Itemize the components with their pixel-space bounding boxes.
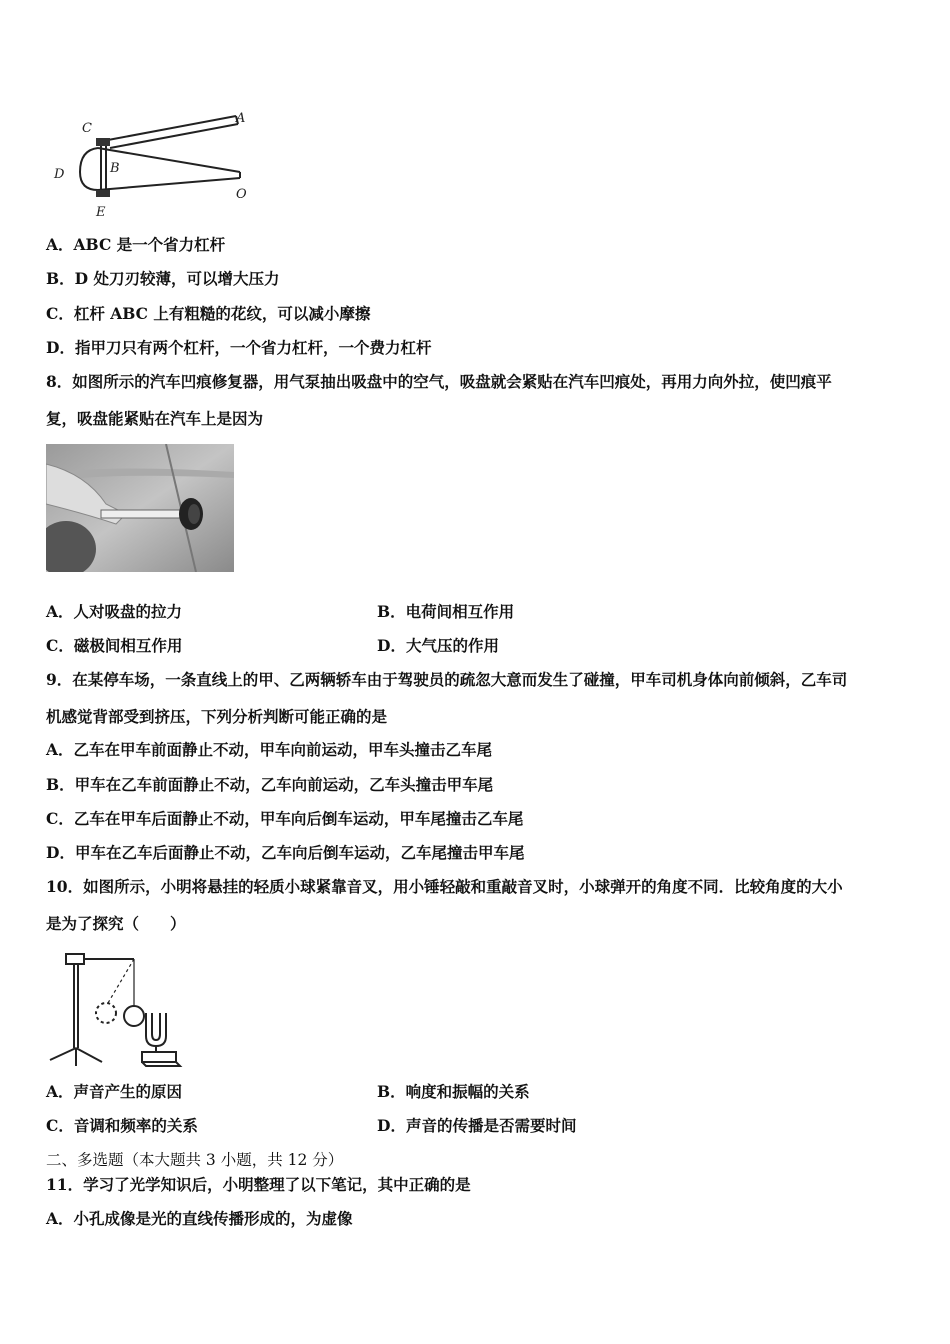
q9-stem-line2: 机感觉背部受到挤压，下列分析判断可能正确的是 xyxy=(46,707,388,726)
q8-option-b: B．电荷间相互作用 xyxy=(377,602,515,621)
label-o: O xyxy=(236,187,247,202)
q8-stem-line2: 复，吸盘能紧贴在汽车上是因为 xyxy=(46,409,264,428)
q9-option-c: C．乙车在甲车后面静止不动，甲车向后倒车运动，甲车尾撞击乙车尾 xyxy=(46,809,524,828)
q7-option-d: D．指甲刀只有两个杠杆，一个省力杠杆，一个费力杠杆 xyxy=(46,338,432,357)
q9-option-a: A．乙车在甲车前面静止不动，甲车向前运动，甲车头撞击乙车尾 xyxy=(46,740,493,759)
q10-option-d: D．声音的传播是否需要时间 xyxy=(377,1116,577,1135)
q9-option-d: D．甲车在乙车后面静止不动，乙车向后倒车运动，乙车尾撞击甲车尾 xyxy=(46,843,525,862)
q10-stem-line2: 是为了探究（ ） xyxy=(46,914,186,933)
section-heading-multiple-choice: 二、多选题（本大题共 3 小题，共 12 分） xyxy=(46,1151,344,1169)
q10-option-b: B．响度和振幅的关系 xyxy=(377,1082,530,1101)
tuning-fork-figure xyxy=(46,948,186,1070)
q8-stem-line1: 8．如图所示的汽车凹痕修复器，用气泵抽出吸盘中的空气，吸盘就会紧贴在汽车凹痕处，再用力向外拉，使凹痕平 xyxy=(46,372,832,391)
q10-stem-line1: 10．如图所示，小明将悬挂的轻质小球紧靠音叉，用小锤轻敲和重敲音叉时，小球弹开的角度不同．比较角度的大小 xyxy=(46,877,843,896)
q10-option-a: A．声音产生的原因 xyxy=(46,1082,183,1101)
q8-option-a: A．人对吸盘的拉力 xyxy=(46,602,183,621)
label-a: A xyxy=(236,111,246,126)
q8-option-d: D．大气压的作用 xyxy=(377,636,499,655)
label-d: D xyxy=(54,167,65,182)
q11-stem: 11．学习了光学知识后，小明整理了以下笔记，其中正确的是 xyxy=(46,1175,471,1194)
label-c: C xyxy=(82,121,92,136)
q7-option-a: A．ABC 是一个省力杠杆 xyxy=(46,235,226,254)
label-e: E xyxy=(96,205,106,220)
q9-stem-line1: 9．在某停车场，一条直线上的甲、乙两辆轿车由于驾驶员的疏忽大意而发生了碰撞，甲车司机身体向前倾斜，乙车司 xyxy=(46,670,848,689)
nail-clipper-figure xyxy=(46,110,256,222)
q11-option-a: A．小孔成像是光的直线传播形成的，为虚像 xyxy=(46,1209,353,1228)
q7-option-b: B．D 处刀刃较薄，可以增大压力 xyxy=(46,269,280,288)
q8-option-c: C．磁极间相互作用 xyxy=(46,636,183,655)
q7-option-c: C．杠杆 ABC 上有粗糙的花纹，可以减小摩擦 xyxy=(46,304,371,323)
label-b: B xyxy=(110,161,120,176)
q9-option-b: B．甲车在乙车前面静止不动，乙车向前运动，乙车头撞击甲车尾 xyxy=(46,775,494,794)
q10-option-c: C．音调和频率的关系 xyxy=(46,1116,198,1135)
dent-repair-photo xyxy=(46,444,234,572)
